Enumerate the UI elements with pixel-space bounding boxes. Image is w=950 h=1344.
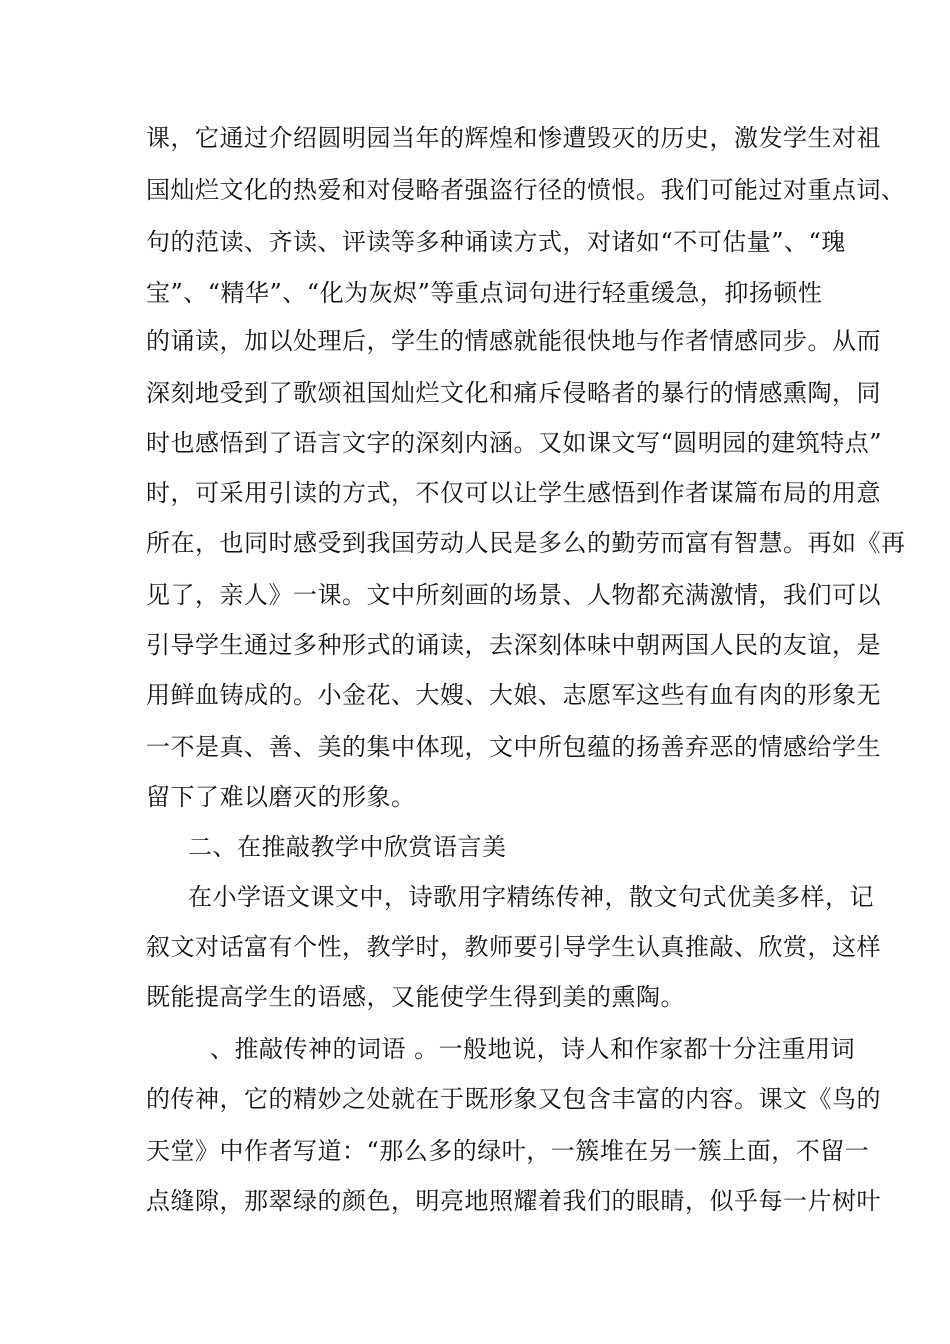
paragraph-line: 一不是真、善、美的集中体现，文中所包蕴的扬善弃恶的情感给学生: [146, 733, 881, 761]
paragraph-line: 天堂》中作者写道：“那么多的绿叶，一簇堆在另一簇上面，不留一: [146, 1137, 870, 1165]
paragraph-line: 宝”、“精华”、“化为灰烬”等重点词句进行轻重缓急，抑扬顿性: [146, 279, 823, 307]
paragraph-line: 点缝隙，那翠绿的颜色，明亮地照耀着我们的眼睛，似乎每一片树叶: [146, 1187, 881, 1215]
paragraph-line: 课，它通过介绍圆明园当年的辉煌和惨遭毁灭的历史，激发学生对祖: [146, 124, 881, 152]
paragraph-line: 、推敲传神的词语 。一般地说，诗人和作家都十分注重用词: [210, 1035, 856, 1063]
paragraph-line: 国灿烂文化的热爱和对侵略者强盗行径的愤恨。我们可能过对重点词、: [146, 176, 906, 204]
section-heading: 二、在推敲教学中欣赏语言美: [188, 833, 507, 861]
paragraph-line: 留下了难以磨灭的形象。: [146, 783, 416, 811]
paragraph-line: 深刻地受到了歌颂祖国灿烂文化和痛斥侵略者的暴行的情感熏陶，同: [146, 379, 881, 407]
paragraph-line: 既能提高学生的语感，又能使学生得到美的熏陶。: [146, 983, 685, 1011]
paragraph-line: 在小学语文课文中，诗歌用字精练传神，散文句式优美多样，记: [188, 883, 874, 911]
paragraph-line: 引导学生通过多种形式的诵读，去深刻体味中朝两国人民的友谊，是: [146, 631, 881, 659]
paragraph-line: 句的范读、齐读、评读等多种诵读方式，对诸如“不可估量”、“瑰: [146, 228, 846, 256]
paragraph-line: 的传神，它的精妙之处就在于既形象又包含丰富的内容。课文《鸟的: [146, 1085, 881, 1113]
paragraph-line: 见了，亲人》一课。文中所刻画的场景、人物都充满激情，我们可以: [146, 581, 881, 609]
paragraph-line: 时，可采用引读的方式，不仅可以让学生感悟到作者谋篇布局的用意: [146, 479, 881, 507]
paragraph-line: 的诵读，加以处理后，学生的情感就能很快地与作者情感同步。从而: [146, 327, 881, 355]
paragraph-line: 叙文对话富有个性，教学时，教师要引导学生认真推敲、欣赏，这样: [146, 933, 881, 961]
paragraph-line: 所在，也同时感受到我国劳动人民是多么的勤劳而富有智慧。再如《再: [146, 529, 906, 557]
paragraph-line: 时也感悟到了语言文字的深刻内涵。又如课文写“圆明园的建筑特点”: [146, 429, 883, 457]
paragraph-line: 用鲜血铸成的。小金花、大嫂、大娘、志愿军这些有血有肉的形象无: [146, 681, 881, 709]
